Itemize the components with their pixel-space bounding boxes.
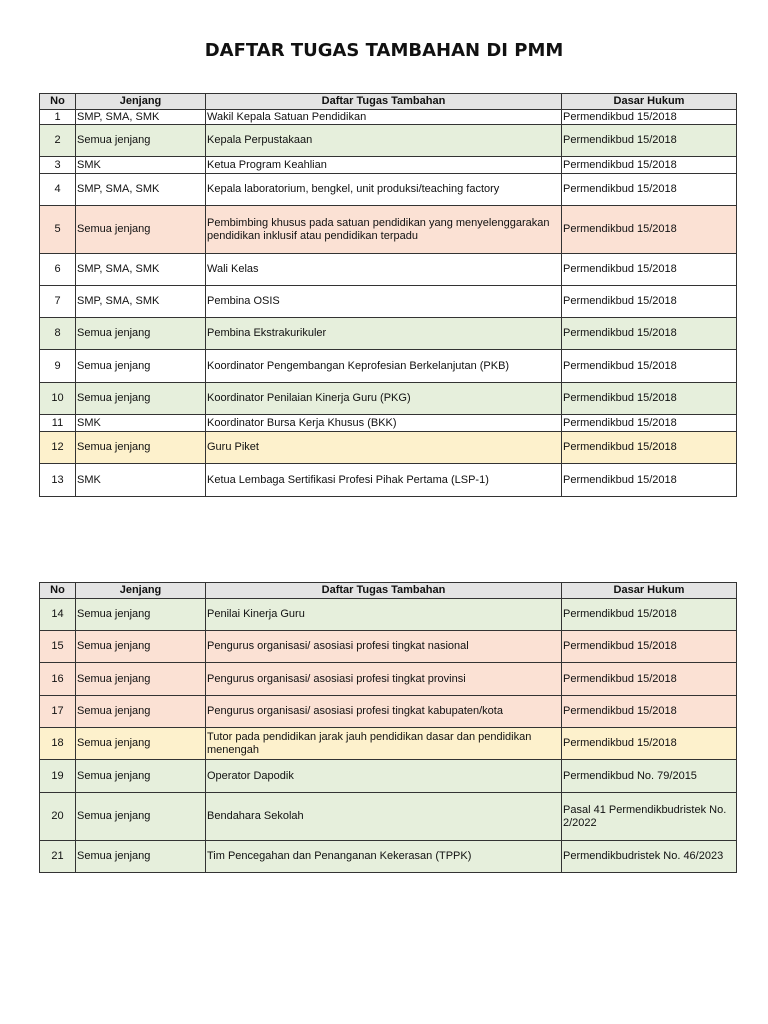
cell-no: 7 bbox=[40, 286, 76, 318]
cell-dasar-hukum: Permendikbud 15/2018 bbox=[562, 125, 737, 157]
cell-tugas: Pengurus organisasi/ asosiasi profesi tingkat nasional bbox=[206, 631, 562, 663]
table-row bbox=[40, 415, 737, 432]
cell-jenjang: Semua jenjang bbox=[76, 663, 206, 696]
cell-jenjang: Semua jenjang bbox=[76, 432, 206, 464]
cell-tugas: Tim Pencegahan dan Penanganan Kekerasan (TPPK) bbox=[206, 841, 562, 873]
cell-no: 15 bbox=[40, 631, 76, 663]
cell-no: 16 bbox=[40, 663, 76, 696]
cell-dasar-hukum: Pasal 41 Permendikbudristek No. 2/2022 bbox=[562, 793, 737, 841]
cell-no: 4 bbox=[40, 174, 76, 206]
cell-tugas: Guru Piket bbox=[206, 432, 562, 464]
cell-dasar-hukum: Permendikbud 15/2018 bbox=[562, 464, 737, 497]
header-jenjang: Jenjang bbox=[76, 583, 206, 599]
table-row bbox=[40, 599, 737, 631]
cell-no: 21 bbox=[40, 841, 76, 873]
cell-jenjang: Semua jenjang bbox=[76, 760, 206, 793]
cell-jenjang: Semua jenjang bbox=[76, 793, 206, 841]
table-row bbox=[40, 793, 737, 841]
table-row bbox=[40, 125, 737, 157]
cell-tugas: Pembimbing khusus pada satuan pendidikan yang menyelenggarakan pendidikan inklusif atau pendidikan terpadu bbox=[206, 206, 562, 254]
cell-jenjang: SMP, SMA, SMK bbox=[76, 110, 206, 125]
cell-tugas: Koordinator Bursa Kerja Khusus (BKK) bbox=[206, 415, 562, 432]
cell-no: 12 bbox=[40, 432, 76, 464]
header-jenjang: Jenjang bbox=[76, 94, 206, 110]
table-row bbox=[40, 110, 737, 125]
cell-no: 1 bbox=[40, 110, 76, 125]
cell-jenjang: Semua jenjang bbox=[76, 696, 206, 728]
cell-no: 10 bbox=[40, 383, 76, 415]
cell-jenjang: SMK bbox=[76, 415, 206, 432]
cell-no: 19 bbox=[40, 760, 76, 793]
cell-jenjang: Semua jenjang bbox=[76, 318, 206, 350]
cell-tugas: Ketua Lembaga Sertifikasi Profesi Pihak Pertama (LSP-1) bbox=[206, 464, 562, 497]
cell-jenjang: SMP, SMA, SMK bbox=[76, 254, 206, 286]
cell-tugas: Operator Dapodik bbox=[206, 760, 562, 793]
table-row bbox=[40, 631, 737, 663]
cell-no: 8 bbox=[40, 318, 76, 350]
tugas-table-2 bbox=[39, 582, 737, 873]
cell-no: 20 bbox=[40, 793, 76, 841]
table-row bbox=[40, 663, 737, 696]
cell-jenjang: SMP, SMA, SMK bbox=[76, 174, 206, 206]
header-tugas: Daftar Tugas Tambahan bbox=[206, 583, 562, 599]
cell-tugas: Penilai Kinerja Guru bbox=[206, 599, 562, 631]
cell-tugas: Pembina OSIS bbox=[206, 286, 562, 318]
cell-jenjang: Semua jenjang bbox=[76, 599, 206, 631]
cell-dasar-hukum: Permendikbud 15/2018 bbox=[562, 318, 737, 350]
cell-jenjang: SMK bbox=[76, 157, 206, 174]
cell-tugas: Wakil Kepala Satuan Pendidikan bbox=[206, 110, 562, 125]
cell-no: 17 bbox=[40, 696, 76, 728]
cell-jenjang: SMP, SMA, SMK bbox=[76, 286, 206, 318]
cell-jenjang: Semua jenjang bbox=[76, 631, 206, 663]
table-row bbox=[40, 286, 737, 318]
table-row bbox=[40, 383, 737, 415]
cell-dasar-hukum: Permendikbud No. 79/2015 bbox=[562, 760, 737, 793]
cell-tugas: Tutor pada pendidikan jarak jauh pendidikan dasar dan pendidikan menengah bbox=[206, 728, 562, 760]
table-row bbox=[40, 206, 737, 254]
cell-dasar-hukum: Permendikbud 15/2018 bbox=[562, 206, 737, 254]
cell-dasar-hukum: Permendikbud 15/2018 bbox=[562, 599, 737, 631]
cell-dasar-hukum: Permendikbudristek No. 46/2023 bbox=[562, 841, 737, 873]
cell-jenjang: Semua jenjang bbox=[76, 125, 206, 157]
table-row bbox=[40, 254, 737, 286]
cell-no: 18 bbox=[40, 728, 76, 760]
cell-tugas: Pengurus organisasi/ asosiasi profesi tingkat kabupaten/kota bbox=[206, 696, 562, 728]
table-row bbox=[40, 318, 737, 350]
table-row bbox=[40, 350, 737, 383]
cell-dasar-hukum: Permendikbud 15/2018 bbox=[562, 383, 737, 415]
cell-jenjang: Semua jenjang bbox=[76, 841, 206, 873]
cell-tugas: Wali Kelas bbox=[206, 254, 562, 286]
cell-no: 3 bbox=[40, 157, 76, 174]
table-row bbox=[40, 696, 737, 728]
table-row bbox=[40, 432, 737, 464]
table-row bbox=[40, 464, 737, 497]
table-row bbox=[40, 841, 737, 873]
tugas-table-1 bbox=[39, 93, 737, 497]
cell-dasar-hukum: Permendikbud 15/2018 bbox=[562, 110, 737, 125]
cell-tugas: Bendahara Sekolah bbox=[206, 793, 562, 841]
cell-tugas: Kepala Perpustakaan bbox=[206, 125, 562, 157]
cell-no: 5 bbox=[40, 206, 76, 254]
cell-dasar-hukum: Permendikbud 15/2018 bbox=[562, 663, 737, 696]
page-title: DAFTAR TUGAS TAMBAHAN DI PMM bbox=[204, 40, 564, 61]
table-row bbox=[40, 174, 737, 206]
cell-tugas: Koordinator Penilaian Kinerja Guru (PKG) bbox=[206, 383, 562, 415]
cell-no: 11 bbox=[40, 415, 76, 432]
cell-dasar-hukum: Permendikbud 15/2018 bbox=[562, 415, 737, 432]
header-dasar-hukum: Dasar Hukum bbox=[562, 94, 737, 110]
cell-no: 9 bbox=[40, 350, 76, 383]
cell-dasar-hukum: Permendikbud 15/2018 bbox=[562, 696, 737, 728]
cell-tugas: Ketua Program Keahlian bbox=[206, 157, 562, 174]
cell-dasar-hukum: Permendikbud 15/2018 bbox=[562, 254, 737, 286]
cell-dasar-hukum: Permendikbud 15/2018 bbox=[562, 286, 737, 318]
cell-no: 6 bbox=[40, 254, 76, 286]
cell-tugas: Pembina Ekstrakurikuler bbox=[206, 318, 562, 350]
cell-no: 13 bbox=[40, 464, 76, 497]
cell-no: 14 bbox=[40, 599, 76, 631]
cell-jenjang: Semua jenjang bbox=[76, 383, 206, 415]
cell-dasar-hukum: Permendikbud 15/2018 bbox=[562, 631, 737, 663]
cell-dasar-hukum: Permendikbud 15/2018 bbox=[562, 174, 737, 206]
table-row bbox=[40, 728, 737, 760]
table-header-row bbox=[40, 583, 737, 599]
cell-jenjang: Semua jenjang bbox=[76, 728, 206, 760]
cell-jenjang: Semua jenjang bbox=[76, 206, 206, 254]
cell-dasar-hukum: Permendikbud 15/2018 bbox=[562, 728, 737, 760]
table-header-row bbox=[40, 94, 737, 110]
header-no: No bbox=[40, 94, 76, 110]
table-row bbox=[40, 760, 737, 793]
cell-dasar-hukum: Permendikbud 15/2018 bbox=[562, 157, 737, 174]
cell-jenjang: Semua jenjang bbox=[76, 350, 206, 383]
cell-no: 2 bbox=[40, 125, 76, 157]
cell-tugas: Koordinator Pengembangan Keprofesian Berkelanjutan (PKB) bbox=[206, 350, 562, 383]
table-row bbox=[40, 157, 737, 174]
cell-dasar-hukum: Permendikbud 15/2018 bbox=[562, 350, 737, 383]
header-no: No bbox=[40, 583, 76, 599]
header-tugas: Daftar Tugas Tambahan bbox=[206, 94, 562, 110]
cell-tugas: Kepala laboratorium, bengkel, unit produksi/teaching factory bbox=[206, 174, 562, 206]
cell-tugas: Pengurus organisasi/ asosiasi profesi tingkat provinsi bbox=[206, 663, 562, 696]
cell-dasar-hukum: Permendikbud 15/2018 bbox=[562, 432, 737, 464]
header-dasar-hukum: Dasar Hukum bbox=[562, 583, 737, 599]
cell-jenjang: SMK bbox=[76, 464, 206, 497]
